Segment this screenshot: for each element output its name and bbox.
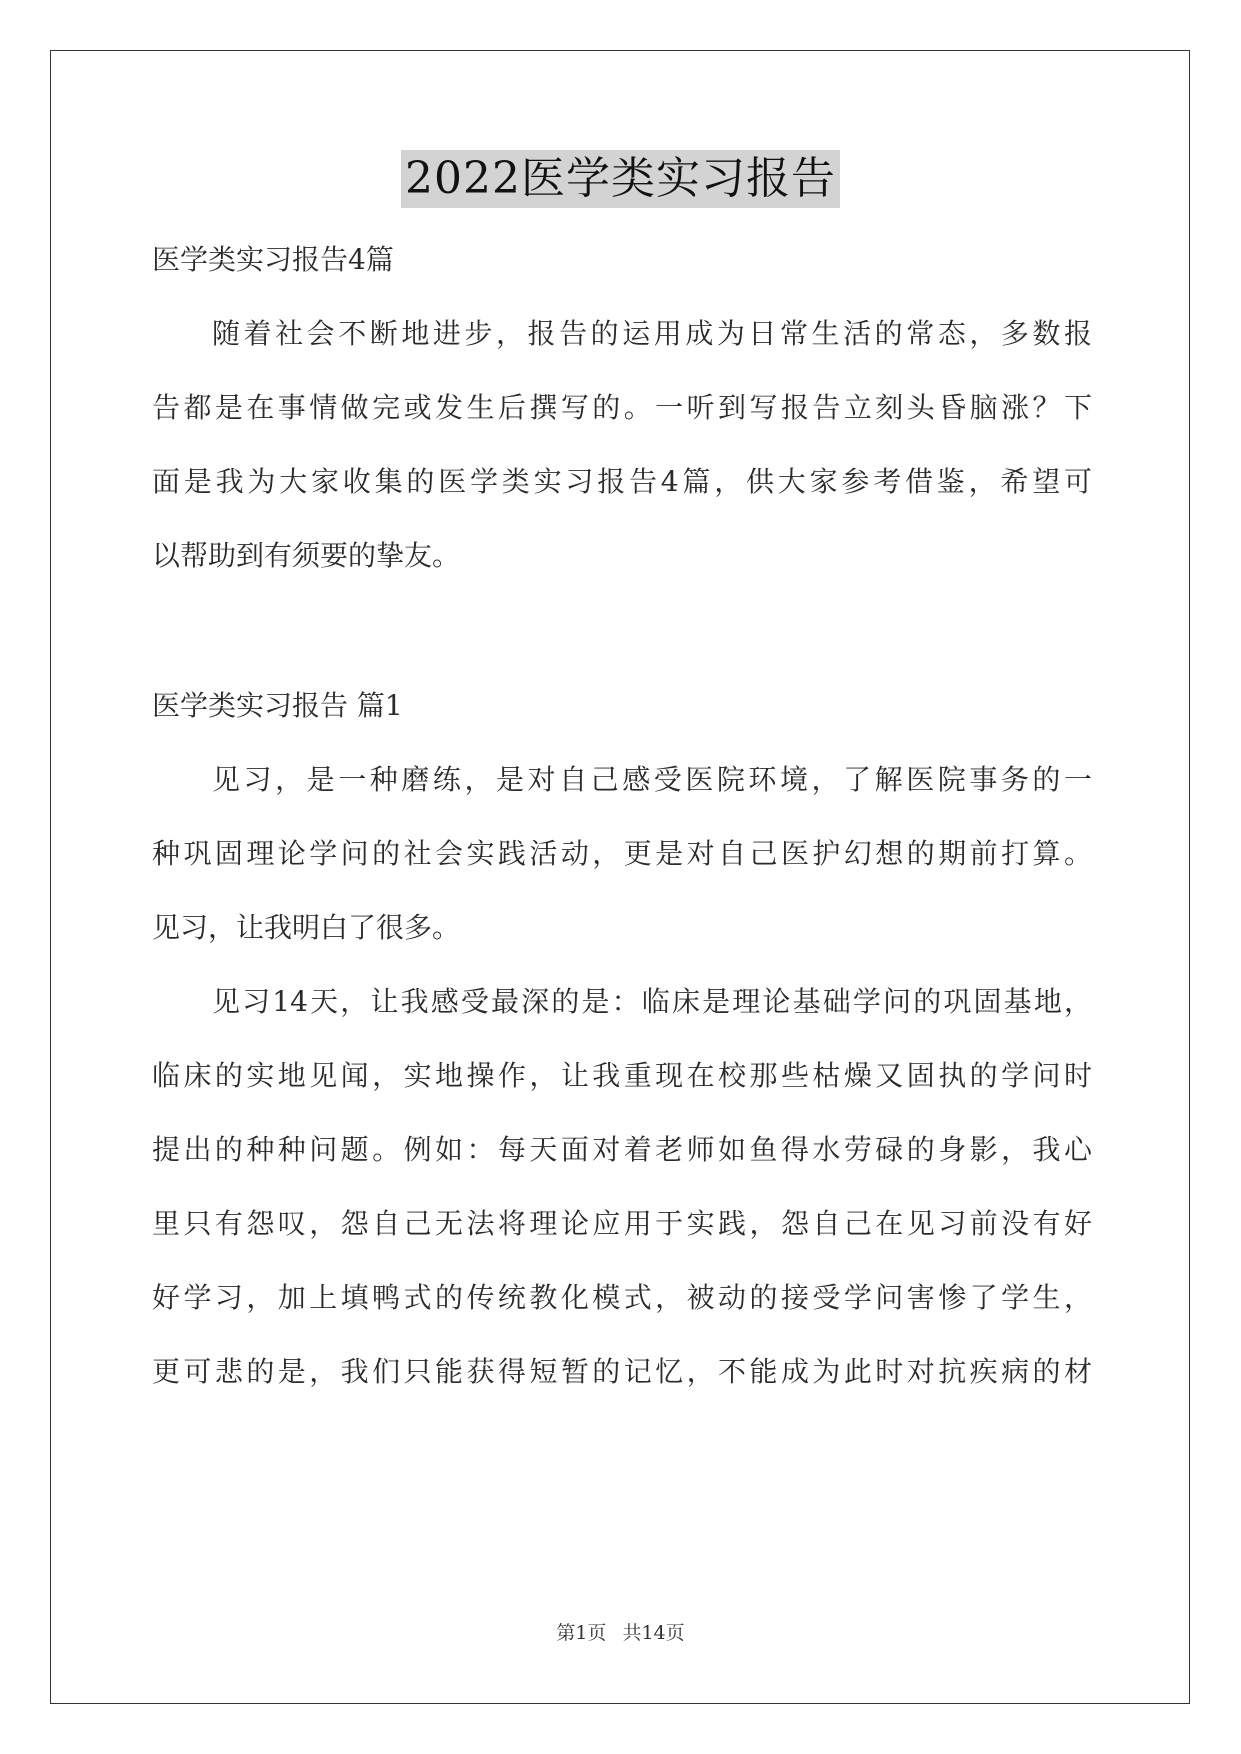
intro-line-4: 以帮助到有须要的挚友。 <box>152 539 461 572</box>
intro-line-1: 随着社会不断地进步，报告的运用成为日常生活的常态，多数报 <box>212 317 1092 350</box>
subtitle-line: 医学类实习报告4篇 <box>152 243 394 276</box>
para2-line-5: 好学习，加上填鸭式的传统教化模式，被动的接受学问害惨了学生， <box>152 1281 1092 1314</box>
para2-line-2: 临床的实地见闻，实地操作，让我重现在校那些枯燥又固执的学问时 <box>152 1059 1092 1092</box>
para1-line-2: 种巩固理论学问的社会实践活动，更是对自己医护幻想的期前打算。 <box>152 837 1092 870</box>
intro-line-2: 告都是在事情做完或发生后撰写的。一听到写报告立刻头昏脑涨？下 <box>152 391 1092 424</box>
intro-line-3: 面是我为大家收集的医学类实习报告4篇，供大家参考借鉴，希望可 <box>152 465 1092 498</box>
para2-line-4: 里只有怨叹，怨自己无法将理论应用于实践，怨自己在见习前没有好 <box>152 1207 1092 1240</box>
para1-line-1: 见习，是一种磨练，是对自己感受医院环境，了解医院事务的一 <box>212 763 1092 796</box>
para2-line-6: 更可悲的是，我们只能获得短暂的记忆，不能成为此时对抗疾病的材 <box>152 1355 1092 1388</box>
document-title: 2022医学类实习报告 <box>401 150 840 208</box>
page-border <box>50 50 1190 1704</box>
page-footer: 第1页 共14页 <box>556 1622 685 1644</box>
para2-line-3: 提出的种种问题。例如：每天面对着老师如鱼得水劳碌的身影，我心 <box>152 1133 1092 1166</box>
para1-line-3: 见习，让我明白了很多。 <box>152 911 461 944</box>
title-container <box>0 150 1241 208</box>
para2-line-1: 见习14天，让我感受最深的是：临床是理论基础学问的巩固基地， <box>212 985 1092 1018</box>
section-heading: 医学类实习报告 篇1 <box>152 689 403 722</box>
